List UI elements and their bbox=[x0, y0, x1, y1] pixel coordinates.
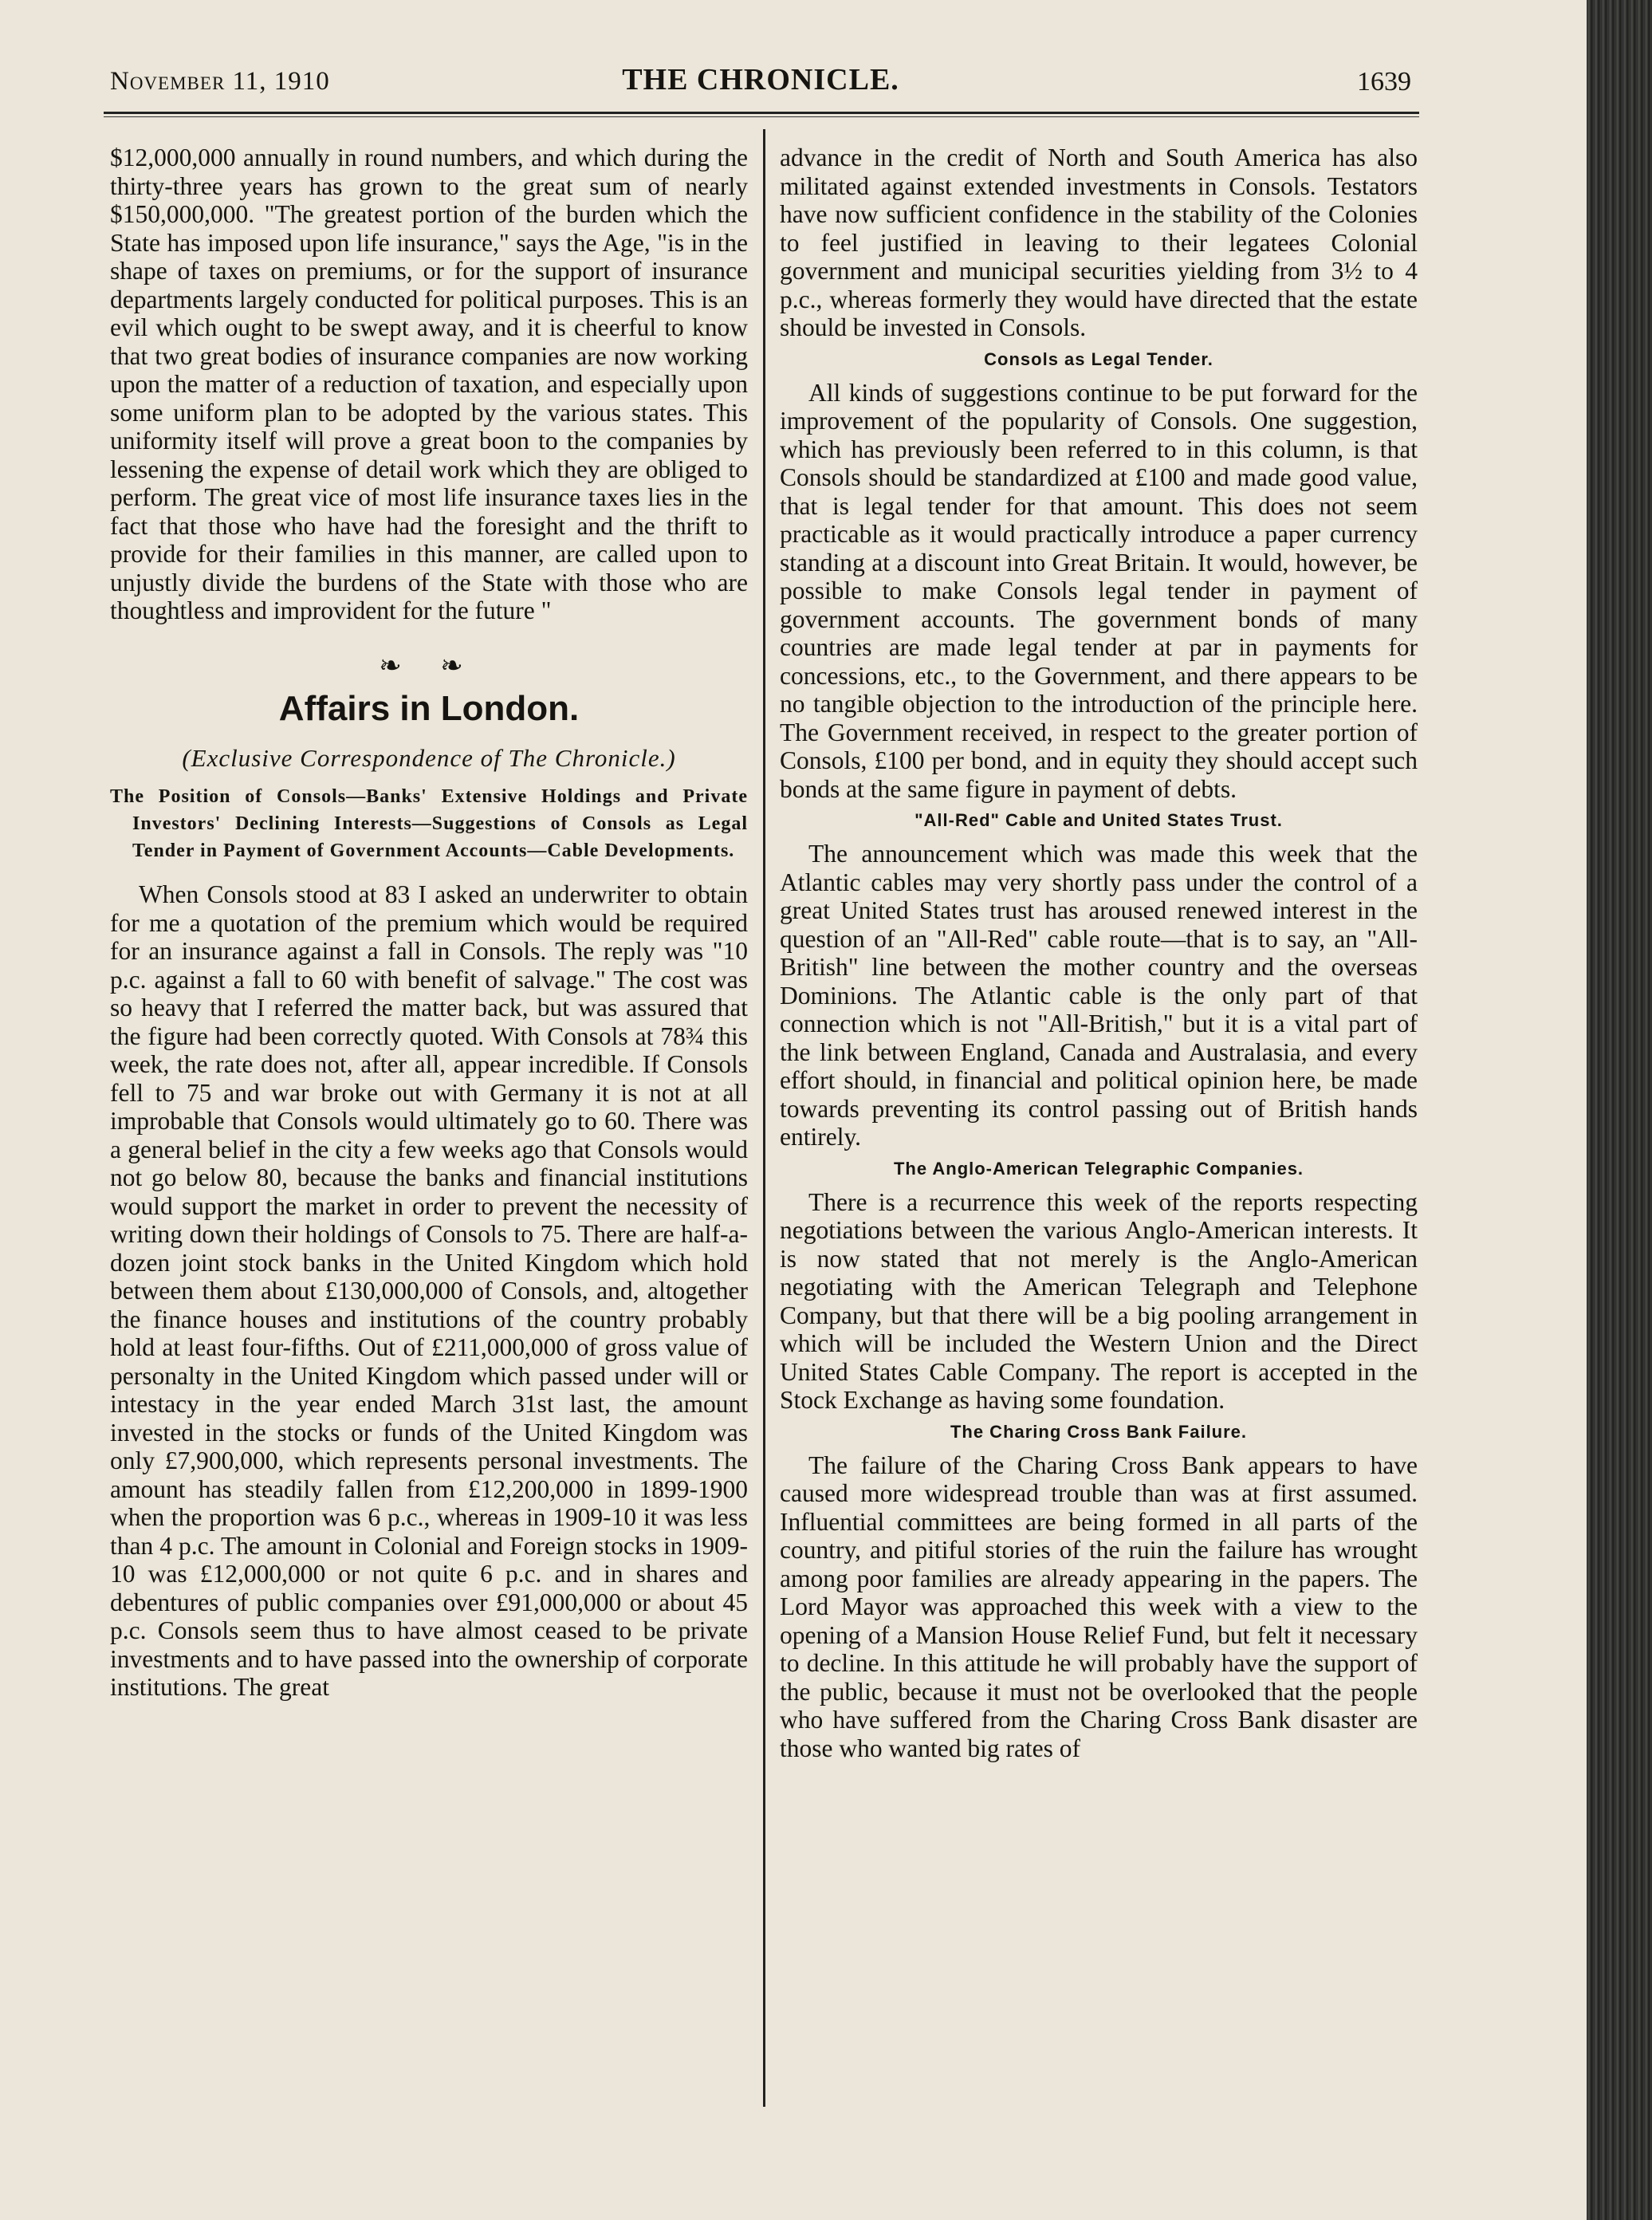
book-binding-edge bbox=[1587, 0, 1652, 2220]
section-heading-all-red-cable: "All-Red" Cable and United States Trust. bbox=[914, 810, 1283, 830]
section-heading-anglo-american: The Anglo-American Telegraphic Companies. bbox=[893, 1158, 1304, 1179]
continued-paragraph-right: advance in the credit of North and South America has also militated against extended investments in Consols. Testators have now sufficient confidence in the stability of the Colonies to feel justified in leaving to their legatees Colonial government and municipal securities yielding from 3½ to 4 p.c., whereas formerly they would have directed that the estate should be invested in Consols. bbox=[780, 144, 1418, 341]
article-title: Affairs in London. bbox=[278, 689, 580, 728]
page-header bbox=[110, 62, 1411, 102]
section-heading-legal-tender: Consols as Legal Tender. bbox=[984, 348, 1213, 369]
article-byline: (Exclusive Correspondence of The Chronicle.) bbox=[182, 743, 676, 772]
header-title: THE CHRONICLE. bbox=[622, 63, 899, 96]
section-text-anglo-american: There is a recurrence this week of the reports respecting negotiations between the various Anglo-American interests. It is now stated that not merely is the Anglo-American negotiating with the American Telegraph and Telephone Company, but that there will be a big pooling arrangement in which will be included the Western Union and the Direct United States Cable Company. The report is accepted in the Stock Exchange as having some foundation. bbox=[780, 1187, 1418, 1414]
section-text-charing-cross: The failure of the Charing Cross Bank appears to have caused more widespread trouble than was at first assumed. Influential committees are being formed in all parts of the country, and pitiful stories of the ruin the failure has wrought among poor families are already appearing in the papers. The Lord Mayor was approached this week with a view to the opening of a Mansion House Relief Fund, but felt it necessary to decline. In this attitude he will probably have the support of the public, because it must not be overlooked that the people who have suffered from the Charing Cross Bank disaster are those who wanted big rates of bbox=[780, 1450, 1418, 1762]
page-number: 1639 bbox=[1357, 67, 1411, 96]
article-paragraph: When Consols stood at 83 I asked an underwriter to obtain for me a quotation of the premium which would be required for an insurance against a fall in Consols. The reply was "10 p.c. against a fall to 60 with benefit of salvage." The cost was so heavy that I referred the matter back, but was assured that the figure had been correctly quoted. With Consols at 78¾ this week, the rate does not, after all, appear incredible. If Consols fell to 75 and war broke out with Germany it is not at all improbable that Consols would ultimately go to 60. There was a general belief in the city a few weeks ago that Consols would not go below 80, because the banks and financial institutions would support the market in order to prevent the necessity of writing down their holdings of Consols to 75. There are half-a-dozen joint stock banks in the United Kingdom which hold between them about £130,000,000 of Consols, and, altogether the finance houses and institutions of the country probably hold at least four-fifths. Out of £211,000,000 of gross value of personalty in the United Kingdom which passed under will or intestacy in the year ended March 31st last, the amount invested in the stocks or funds of the United Kingdom was only £7,900,000, which represents personal investments. The amount has steadily fallen from £12,200,000 in 1899-1900 when the proportion was 6 p.c., whereas in 1909-10 it was less than 4 p.c. The amount in Colonial and Foreign stocks in 1909-10 was £12,000,000 or not quite 6 p.c. and in shares and debentures of public companies over £91,000,000 or about 45 p.c. Consols seem thus to have almost ceased to be private investments and to have passed into the ownership of corporate institutions. The great bbox=[110, 880, 748, 1701]
header-date: November 11, 1910 bbox=[110, 67, 330, 96]
section-heading-charing-cross: The Charing Cross Bank Failure. bbox=[950, 1421, 1248, 1442]
ornament-divider: ❧ ❧ bbox=[379, 651, 479, 681]
continued-paragraph: $12,000,000 annually in round numbers, and which during the thirty-three years has grown to the great sum of nearly $150,000,000. "The greatest portion of the burden which the State has imposed upon life insurance," says the Age, "is in the shape of taxes on premiums, or for the support of insurance departments largely conducted for political purposes. This is an evil which ought to be swept away, and it is cheerful to know that two great bodies of insurance companies are now working upon the matter of a reduction of taxation, and especially upon some uniform plan to be adopted by the various states. This uniformity itself will prove a great boon to the companies by lessening the expense of detail work which they are obliged to perform. The great vice of most life insurance taxes lies in the fact that those who have had the foresight and the thrift to provide for their families in this manner, are called upon to unjustly divide the burdens of the State with those who are thoughtless and improvident for the future " bbox=[110, 144, 748, 624]
section-text-legal-tender: All kinds of suggestions continue to be put forward for the improvement of the popularity of Consols. One suggestion, which has previously been referred to in this column, is that Consols should be standardized at £100 and made good value, that is legal tender for that amount. This does not seem practicable as it would practically introduce a paper currency standing at a discount into Great Britain. It would, however, be possible to make Consols legal tender in payment of government accounts. The government bonds of many countries are made legal tender at par in payments for concessions, etc., to the Government, and there appears to be no tangible objection to the introduction of the principle here. The Government received, in respect to the greater portion of Consols, £100 per bond, and in equity they should accept such bonds at the same figure in payment of debts. bbox=[780, 378, 1418, 803]
header-rule bbox=[104, 112, 1419, 117]
right-column bbox=[780, 144, 1418, 1762]
article-summary: The Position of Consols—Banks' Extensive Holdings and Private Investors' Declining Interests—Suggestions of Consols as Legal Tender in Payment of Government Accounts—Cable Developments. bbox=[110, 786, 748, 861]
left-column bbox=[110, 144, 748, 1702]
column-divider bbox=[763, 129, 765, 2107]
section-text-all-red-cable: The announcement which was made this week that the Atlantic cables may very shortly pass under the control of a great United States trust has aroused renewed interest in the question of an "All-Red" cable route—that is to say, an "All-British" line between the mother country and the overseas Dominions. The Atlantic cable is the only part of that connection which is not "All-British," but it is a vital part of the link between England, Canada and Australasia, and every effort should, in financial and political opinion here, be made towards preventing its control passing out of British hands entirely. bbox=[780, 840, 1418, 1151]
